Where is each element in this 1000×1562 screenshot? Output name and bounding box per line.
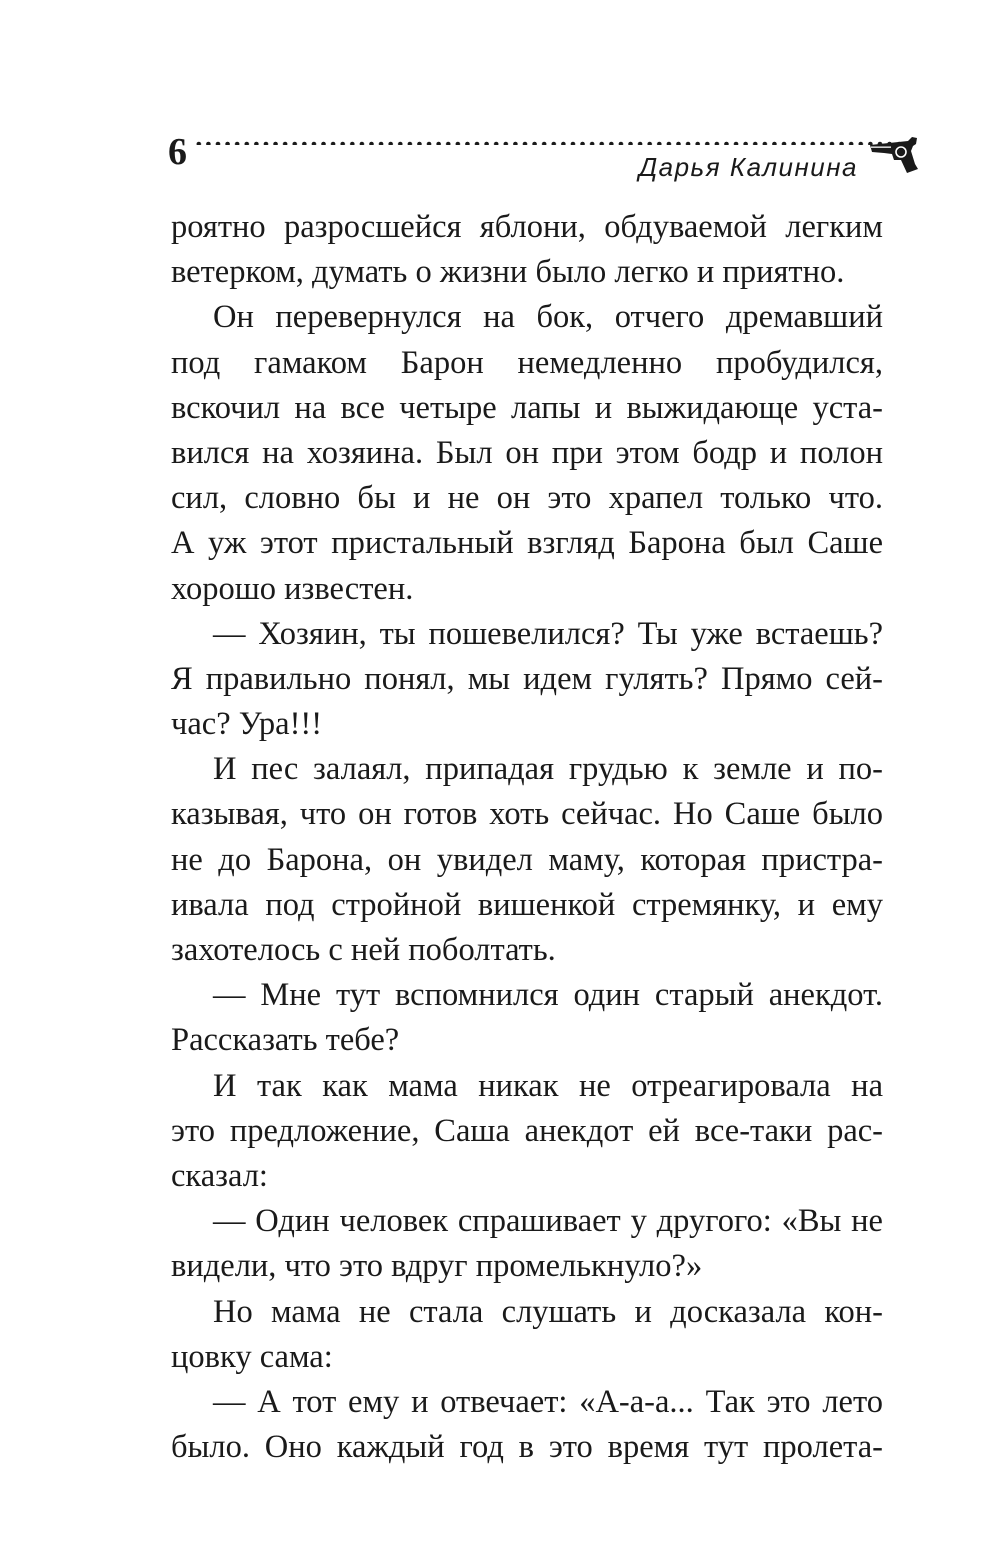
text-line: ветерком, думать о жизни было легко и приятно.: [171, 254, 845, 291]
text-line: А уж этот пристальный взгляд Барона был Саше: [171, 525, 883, 562]
text-line: Рассказать тебе?: [171, 1022, 400, 1059]
text-line: было. Оно каждый год в это время тут пролета-: [171, 1429, 883, 1466]
text-line: вскочил на все четыре лапы и выжидающе уста-: [171, 389, 883, 426]
text-line: Он перевернулся на бок, отчего дремавший: [213, 299, 883, 336]
text-line: час? Ура!!!: [171, 706, 323, 743]
text-line: под гамаком Барон немедленно пробудился,: [171, 344, 883, 381]
text-line: сказал:: [171, 1157, 268, 1194]
text-line: Но мама не стала слушать и досказала кон-: [213, 1293, 883, 1330]
text-line: роятно разросшейся яблони, обдуваемой легким: [171, 209, 883, 245]
text-line: — Хозяин, ты пошевелился? Ты уже встаешь?: [213, 615, 883, 652]
revolver-icon: [868, 133, 920, 175]
text-line: — Один человек спрашивает у другого: «Вы не: [213, 1203, 883, 1240]
text-line: казывая, что он готов хоть сейчас. Но Саше было: [171, 796, 883, 833]
text-line: вился на хозяина. Был он при этом бодр и полон: [171, 434, 883, 471]
text-line: ивала под стройной вишенкой стремянку, и ему: [171, 886, 883, 923]
text-line: И так как мама никак не отреагировала на: [213, 1067, 883, 1104]
text-line: не до Барона, он увидел маму, которая пристра-: [171, 841, 883, 878]
text-line: захотелось с ней поболтать.: [171, 932, 556, 968]
text-line: сил, словно бы и не он это храпел только что.: [171, 480, 883, 517]
text-line: — А тот ему и отвечает: «А-а-а... Так это лето: [213, 1383, 883, 1420]
body-text: [171, 205, 883, 1470]
author-name: Дарья Калинина: [638, 152, 858, 182]
text-line: — Мне тут вспомнился один старый анекдот.: [213, 977, 883, 1014]
text-line: Я правильно понял, мы идем гулять? Прямо сей-: [171, 660, 883, 697]
text-line: это предложение, Саша анекдот ей все-таки рас-: [171, 1112, 883, 1149]
page-number: 6: [168, 131, 187, 173]
text-line: хорошо известен.: [171, 570, 414, 607]
text-line: видели, что это вдруг промелькнуло?»: [171, 1248, 703, 1285]
running-header: [168, 125, 928, 195]
dotted-rule: [194, 141, 914, 145]
text-line: И пес залаял, припадая грудью к земле и по-: [213, 751, 883, 788]
text-line: цовку сама:: [171, 1338, 333, 1375]
